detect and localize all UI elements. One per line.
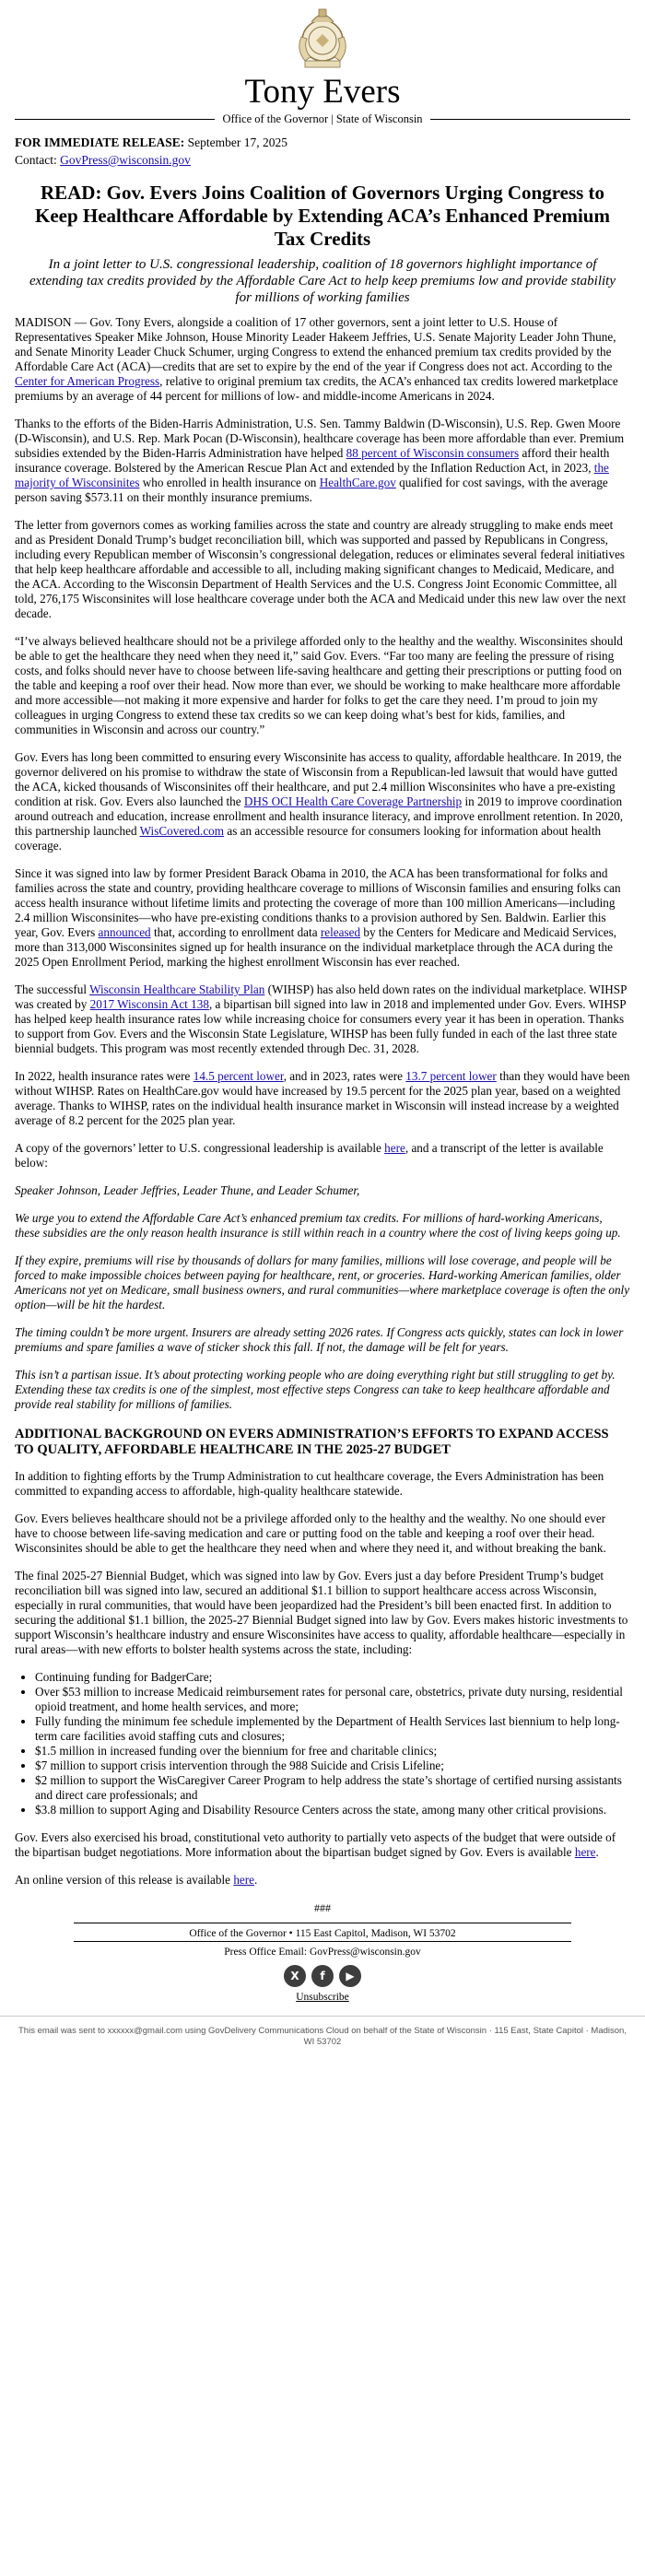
paragraph: [15, 1873, 630, 1888]
contact-label: Contact:: [15, 153, 57, 167]
email-disclaimer: This email was sent to xxxxxx@gmail.com using GovDelivery Communications Cloud on behalf of the State of Wisconsin · 115 East, State Capitol · Madison, WI 53702: [0, 2016, 645, 2055]
text: than they would have been without WIHSP. Rates on HealthCare.gov would have increased by 19.5 percent for the 2025 plan year, based on a weighted average. Thanks to WIHSP, rates on the individual health insurance market in Wisconsin will instead increase by a weighted average of 8.2 percent for the 2025 plan year.: [15, 1069, 630, 1127]
budget-here-link[interactable]: here: [574, 1845, 596, 1859]
text: , a bipartisan bill signed into law in 2018 and implemented under Gov. Evers. WIHSP has helped keep health insurance rates low while increasing choice for consumers every year it has been in operation. Thanks to support from Gov. Evers and the Wisconsin State Legislature, WIHSP has been fully funded in each of the last three state biennial budgets. This program was most recently extended through Dec. 31, 2028.: [15, 997, 627, 1055]
release-label: FOR IMMEDIATE RELEASE:: [15, 135, 185, 149]
text: , and in 2023, rates were: [283, 1069, 406, 1083]
online-version-link[interactable]: here: [233, 1873, 255, 1887]
release-meta: [0, 126, 645, 169]
letter-paragraph: The timing couldn’t be more urgent. Insurers are already setting 2026 rates. If Congress acts quickly, states can lock in lower premiums and spare families a wave of sticker shock this fall. If not, the damage will be felt for years.: [15, 1325, 624, 1354]
paragraph: [15, 750, 630, 853]
wisconsin-consumers-link[interactable]: 88 percent of Wisconsin consumers: [346, 446, 520, 460]
list-item: • Over $53 million to increase Medicaid reimbursement rates for personal care, obstetrics, private duty nursing, residential opioid treatment, and home health services, and more;: [35, 1685, 630, 1714]
rate-2023-link[interactable]: 13.7 percent lower: [405, 1069, 497, 1083]
paragraph: [15, 1830, 630, 1860]
paragraph: [15, 866, 630, 970]
letter-paragraph: This isn’t a partisan issue. It’s about protecting working people who are doing everything right but still struggling to get by. Extending these tax credits is one of the simplest, most effective steps Congress can take to keep healthcare affordable and provide real stability for millions of families.: [15, 1368, 616, 1411]
list-item: • $3.8 million to support Aging and Disability Resource Centers across the state, among many other critical provisions.: [35, 1803, 630, 1817]
press-label: Press Office Email:: [224, 1947, 308, 1958]
text: In 2022, health insurance rates were: [15, 1069, 194, 1083]
list-item: • Continuing funding for BadgerCare;: [35, 1670, 630, 1685]
paragraph: [15, 1069, 630, 1128]
masthead: [0, 0, 645, 126]
end-marker: ###: [314, 1901, 331, 1914]
office-line: [0, 112, 645, 126]
text: who enrolled in health insurance on: [139, 476, 320, 489]
text: .: [254, 1873, 258, 1887]
text: Gov. Evers has long been committed to ensuring every Wisconsinite has access to quality, affordable healthcare. In 2019, the governor delivered on his promise to withdraw the state of Wisconsin from a Republican-led lawsuit that would have gutted the ACA, kicked thousands of Wisconsinites off their healthcare, and put 2.4 million Wisconsinites who have a pre-existing condition at risk. Gov. Evers also launched the: [15, 750, 622, 808]
text: Gov. Evers also exercised his broad, constitutional veto authority to partially veto aspects of the budget that were outside of the bipartisan budget negotiations. More information about the bipartisan budget signed by Gov. Evers is available: [15, 1830, 616, 1859]
text: qualified for cost savings, with the average person saving $573.11 on their monthly insurance premiums.: [15, 476, 608, 504]
press-email: GovPress@wisconsin.gov: [309, 1947, 421, 1958]
paragraph: In addition to fighting efforts by the Trump Administration to cut healthcare coverage, the Evers Administration has been committed to expanding access to affordable, high-quality healthcare statewide.: [15, 1469, 604, 1498]
paragraph: [15, 982, 630, 1056]
quote-paragraph: “I’ve always believed healthcare should not be a privilege afforded only to the healthy and the wealthy. Wisconsinites should be able to get the healthcare they need when they need it,” said Gov. Evers. “Far too many are feeling the pressure of rising costs, and folks should never have to choose between life-saving healthcare and getting their prescriptions or putting food on the table and keeping a roof over their head. Now more than ever, we should be working to make healthcare more affordable and more accessible—not making it more expensive and harder for folks to get the care they need. I’m proud to join my colleagues in urging Congress to extend these tax credits so we can keep doing what’s best for kids, families, and communities in Wisconsin and across our country.”: [15, 634, 623, 736]
section-heading: ADDITIONAL BACKGROUND ON EVERS ADMINISTRATION’S EFFORTS TO EXPAND ACCESS TO QUALITY, AFFORDABLE HEALTHCARE IN THE 2025-27 BUDGET: [15, 1427, 609, 1457]
text: by the Centers for Medicare and Medicaid Services, more than 313,000 Wisconsinites signed up for health insurance on the individual marketplace through the ACA during the 2025 Open Enrollment Period, marking the highest enrollment Wisconsin has ever reached.: [15, 925, 616, 969]
text: (WIHSP) has also held down rates on the individual marketplace. WIHSP was created by: [15, 982, 627, 1011]
text: , relative to original premium tax credits, the ACA’s enhanced tax credits lowered marketplace premiums by an average of 44 percent for millions of low- and middle-income Americans in 2024.: [15, 374, 618, 403]
list-item: • $1.5 million in increased funding over the biennium for free and charitable clinics;: [35, 1744, 630, 1759]
release-date-line: [15, 134, 630, 151]
facebook-icon[interactable]: f: [311, 1965, 334, 1987]
text: afford their health insurance coverage. Bolstered by the American Rescue Plan Act and extended by the Inflation Reduction Act, in 2023,: [15, 446, 610, 475]
text: , and a transcript of the letter is available below:: [15, 1141, 604, 1170]
letter-paragraph: We urge you to extend the Affordable Care Act’s enhanced premium tax credits. For millions of hard-working Americans, these subsidies are the only reason health insurance is still within reach in a country where the cost of living keeps going up.: [15, 1211, 621, 1240]
release-body: [0, 182, 645, 1915]
cap-link[interactable]: Center for American Progress: [15, 374, 160, 388]
divider: [15, 119, 215, 120]
office-title: Office of the Governor | State of Wisconsin: [222, 112, 423, 125]
list-item: • Fully funding the minimum fee schedule implemented by the Department of Health Services last biennium to help long-term care facilities avoid staffing cuts and closures;: [35, 1714, 630, 1744]
contact-email-link[interactable]: GovPress@wisconsin.gov: [60, 153, 191, 167]
headline: READ: Gov. Evers Joins Coalition of Governors Urging Congress to Keep Healthcare Affordable by Extending ACA’s Enhanced Premium Tax Credits: [35, 182, 610, 250]
press-line: [0, 1942, 645, 1959]
stability-plan-link[interactable]: Wisconsin Healthcare Stability Plan: [89, 982, 265, 996]
youtube-icon[interactable]: ▶: [339, 1965, 361, 1987]
majority-link[interactable]: the majority of Wisconsinites: [15, 461, 609, 489]
text: in 2019 to improve coordination around outreach and education, increase enrollment and health insurance literacy, and improve enrollment retention. In 2020, this partnership launched: [15, 794, 624, 838]
text: .: [595, 1845, 599, 1859]
governor-name: Tony Evers: [244, 73, 401, 111]
act-138-link[interactable]: 2017 Wisconsin Act 138: [89, 997, 209, 1011]
paragraph: The final 2025-27 Biennial Budget, which was signed into law by Gov. Evers just a day before President Trump’s budget reconciliation bill was signed into law, secured an additional $1.1 billion to support healthcare access across Wisconsin, especially in rural communities, that would have been jeopardized had the President’s bill been enacted first. In addition to securing the additional $1.1 billion, the 2025-27 Biennial Budget signed into law by Gov. Evers makes historic investments to support Wisconsin’s healthcare industry and ensure Wisconsinites have access to quality, affordable healthcare—especially in rural areas—with new efforts to bolster health systems across the state, including:: [15, 1569, 628, 1656]
healthcare-gov-link[interactable]: HealthCare.gov: [319, 476, 396, 489]
rate-2022-link[interactable]: 14.5 percent lower: [193, 1069, 284, 1083]
list-item: • $7 million to support crisis intervention through the 988 Suicide and Crisis Lifeline;: [35, 1759, 630, 1773]
text: An online version of this release is available: [15, 1873, 234, 1887]
list-item: • $2 million to support the WisCaregiver Career Program to help address the state’s shortage of certified nursing assistants and direct care professionals; and: [35, 1773, 630, 1803]
paragraph: The letter from governors comes as working families across the state and country are already struggling to make ends meet and as President Donald Trump’s budget reconciliation bill, which was supported and passed by Republicans in Congress, including every Republican member of Wisconsin’s congressional delegation, reduces or eliminates several federal initiatives that help keep healthcare affordable and accessible to all, including making significant changes to Medicaid, Medicare, and the ACA. According to the Wisconsin Department of Health Services and the U.S. Congress Joint Economic Committee, all told, 276,175 Wisconsinites will lose healthcare coverage under both the ACA and Medicaid under this new law over the next decade.: [15, 518, 627, 620]
unsubscribe-link[interactable]: Unsubscribe: [296, 1992, 349, 2003]
text: that, according to enrollment data: [150, 925, 321, 939]
paragraph: [15, 417, 630, 505]
announced-link[interactable]: announced: [98, 925, 151, 939]
paragraph: [15, 1141, 630, 1170]
text: Since it was signed into law by former President Barack Obama in 2010, the ACA has been transformational for folks and families across the state and country, providing healthcare coverage to millions of Wisconsin families and ensuring folks can access health insurance without lifetime limits and protecting the coverage of more than 100 million Americans—including 2.4 million Wisconsinites—who have pre-existing conditions thanks to a provision authored by Sen. Baldwin. Earlier this year, Gov. Evers: [15, 866, 621, 939]
letter-paragraph: If they expire, premiums will rise by thousands of dollars for many families, millions will lose coverage, and people will be forced to make impossible choices between paying for healthcare, rent, or groceries. Hard-working American families, older Americans not yet on Medicare, small business owners, and rural communities—where marketplace coverage is often the only option—will be hit the hardest.: [15, 1253, 630, 1312]
divider: [430, 119, 630, 120]
social-links: [0, 1965, 645, 1987]
text: as an accessible resource for consumers looking for information about health coverage.: [15, 824, 602, 853]
contact-line: [15, 151, 630, 169]
text: A copy of the governors’ letter to U.S. congressional leadership is available: [15, 1141, 385, 1155]
footer-address: Office of the Governor • 115 East Capitol, Madison, WI 53702: [189, 1928, 456, 1939]
wisconsin-seal-icon: [288, 4, 357, 72]
x-icon[interactable]: X: [284, 1965, 306, 1987]
release-date: September 17, 2025: [187, 135, 288, 149]
text: MADISON — Gov. Tony Evers, alongside a coalition of 17 other governors, sent a joint letter to U.S. House of Representatives Speaker Mike Johnson, House Minority Leader Hakeem Jeffries, U.S. Senate Majority Leader John Thune, and Senate Minority Leader Chuck Schumer, urging Congress to extend the enhanced premium tax credits provided by the Affordable Care Act (ACA)—credits that are set to expire by the end of the year if Congress does not act. According to the: [15, 315, 616, 373]
wiscovered-link[interactable]: WisCovered.com: [139, 824, 225, 838]
footer: [0, 1923, 645, 2055]
subhead: In a joint letter to U.S. congressional leadership, coalition of 18 governors highlight importance of extending tax credits provided by the Affordable Care Act to help keep premiums low and provide stability for millions of working families: [29, 257, 616, 305]
coverage-partnership-link[interactable]: DHS OCI Health Care Coverage Partnership: [243, 794, 463, 808]
paragraph: Gov. Evers believes healthcare should not be a privilege afforded only to the healthy and the wealthy. No one should ever have to choose between life-saving medication and care or putting food on the table and keeping a roof over their head. Wisconsinites should be able to get the healthcare they need when and where they need it, and without breaking the bank.: [15, 1511, 606, 1555]
text: The successful: [15, 982, 90, 996]
letter-here-link[interactable]: here: [384, 1141, 405, 1155]
letter-salutation: Speaker Johnson, Leader Jeffries, Leader Thune, and Leader Schumer,: [15, 1183, 360, 1197]
released-link[interactable]: released: [320, 925, 361, 939]
text: Thanks to the efforts of the Biden-Harris Administration, U.S. Sen. Tammy Baldwin (D-Wisconsin), U.S. Rep. Gwen Moore (D-Wisconsin), and U.S. Rep. Mark Pocan (D-Wisconsin), healthcare coverage has been more affordable than ever. Premium subsidies extended by the Biden-Harris Administration have helped: [15, 417, 625, 460]
budget-list: [15, 1670, 630, 1817]
paragraph: [15, 315, 630, 404]
